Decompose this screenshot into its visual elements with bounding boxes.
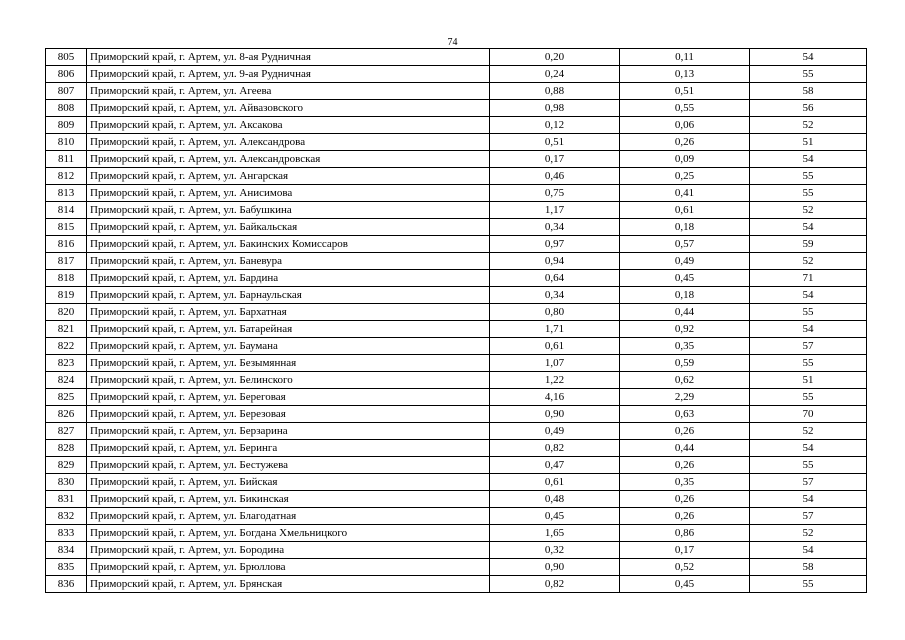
value-1-cell: 1,07 [490,355,620,372]
row-number-cell: 826 [46,406,87,423]
value-2-cell: 0,49 [620,253,750,270]
value-3-cell: 55 [750,576,867,593]
row-number-cell: 836 [46,576,87,593]
value-1-cell: 0,90 [490,406,620,423]
address-cell: Приморский край, г. Артем, ул. Брюллова [87,559,490,576]
row-number-cell: 806 [46,66,87,83]
row-number-cell: 834 [46,542,87,559]
value-1-cell: 0,97 [490,236,620,253]
value-1-cell: 0,75 [490,185,620,202]
table-row [46,372,867,389]
address-cell: Приморский край, г. Артем, ул. Батарейная [87,321,490,338]
value-3-cell: 54 [750,287,867,304]
value-2-cell: 0,41 [620,185,750,202]
row-number-cell: 827 [46,423,87,440]
table-row [46,406,867,423]
value-1-cell: 0,48 [490,491,620,508]
value-2-cell: 0,57 [620,236,750,253]
value-3-cell: 54 [750,491,867,508]
address-cell: Приморский край, г. Артем, ул. Барнаульская [87,287,490,304]
value-1-cell: 0,49 [490,423,620,440]
address-cell: Приморский край, г. Артем, ул. Белинского [87,372,490,389]
value-3-cell: 55 [750,66,867,83]
value-1-cell: 0,47 [490,457,620,474]
value-3-cell: 55 [750,457,867,474]
table-row [46,525,867,542]
value-2-cell: 0,51 [620,83,750,100]
row-number-cell: 811 [46,151,87,168]
value-1-cell: 0,80 [490,304,620,321]
value-2-cell: 0,18 [620,287,750,304]
value-1-cell: 0,34 [490,287,620,304]
row-number-cell: 808 [46,100,87,117]
value-1-cell: 0,64 [490,270,620,287]
table-row [46,168,867,185]
table-row [46,185,867,202]
row-number-cell: 817 [46,253,87,270]
row-number-cell: 815 [46,219,87,236]
value-3-cell: 51 [750,134,867,151]
value-1-cell: 1,22 [490,372,620,389]
value-2-cell: 0,52 [620,559,750,576]
value-2-cell: 0,11 [620,49,750,66]
row-number-cell: 825 [46,389,87,406]
value-3-cell: 52 [750,117,867,134]
value-3-cell: 54 [750,151,867,168]
table-row [46,151,867,168]
value-2-cell: 0,26 [620,423,750,440]
value-3-cell: 58 [750,83,867,100]
value-3-cell: 57 [750,474,867,491]
table-row [46,457,867,474]
table-row [46,389,867,406]
value-2-cell: 0,18 [620,219,750,236]
value-2-cell: 0,45 [620,576,750,593]
row-number-cell: 805 [46,49,87,66]
address-cell: Приморский край, г. Артем, ул. Байкальская [87,219,490,236]
address-cell: Приморский край, г. Артем, ул. Айвазовского [87,100,490,117]
value-2-cell: 0,35 [620,338,750,355]
row-number-cell: 832 [46,508,87,525]
row-number-cell: 810 [46,134,87,151]
address-cell: Приморский край, г. Артем, ул. Богдана Хмельницкого [87,525,490,542]
value-2-cell: 0,09 [620,151,750,168]
table-body [46,49,867,593]
value-3-cell: 57 [750,508,867,525]
address-cell: Приморский край, г. Артем, ул. Бестужева [87,457,490,474]
value-3-cell: 55 [750,168,867,185]
value-1-cell: 0,17 [490,151,620,168]
row-number-cell: 812 [46,168,87,185]
row-number-cell: 813 [46,185,87,202]
value-2-cell: 0,25 [620,168,750,185]
table-row [46,508,867,525]
value-3-cell: 58 [750,559,867,576]
row-number-cell: 821 [46,321,87,338]
value-2-cell: 0,26 [620,508,750,525]
table-row [46,287,867,304]
value-2-cell: 0,45 [620,270,750,287]
row-number-cell: 819 [46,287,87,304]
row-number-cell: 822 [46,338,87,355]
table-row [46,219,867,236]
address-cell: Приморский край, г. Артем, ул. Беринга [87,440,490,457]
address-cell: Приморский край, г. Артем, ул. Баневура [87,253,490,270]
value-2-cell: 0,86 [620,525,750,542]
address-cell: Приморский край, г. Артем, ул. Александрова [87,134,490,151]
table-row [46,338,867,355]
value-3-cell: 55 [750,304,867,321]
table-row [46,491,867,508]
value-3-cell: 52 [750,202,867,219]
value-1-cell: 0,82 [490,576,620,593]
value-2-cell: 0,55 [620,100,750,117]
table-row [46,202,867,219]
table-row [46,100,867,117]
value-1-cell: 0,94 [490,253,620,270]
value-2-cell: 0,17 [620,542,750,559]
address-cell: Приморский край, г. Артем, ул. 9-ая Рудничная [87,66,490,83]
value-1-cell: 0,90 [490,559,620,576]
value-3-cell: 55 [750,389,867,406]
value-2-cell: 0,59 [620,355,750,372]
table-row [46,355,867,372]
address-cell: Приморский край, г. Артем, ул. Бакинских Комиссаров [87,236,490,253]
row-number-cell: 828 [46,440,87,457]
table-row [46,66,867,83]
row-number-cell: 835 [46,559,87,576]
value-2-cell: 0,13 [620,66,750,83]
value-2-cell: 0,26 [620,491,750,508]
value-3-cell: 52 [750,253,867,270]
row-number-cell: 833 [46,525,87,542]
address-cell: Приморский край, г. Артем, ул. Бикинская [87,491,490,508]
value-3-cell: 52 [750,423,867,440]
value-1-cell: 0,12 [490,117,620,134]
address-cell: Приморский край, г. Артем, ул. Бородина [87,542,490,559]
value-2-cell: 0,62 [620,372,750,389]
value-3-cell: 55 [750,185,867,202]
row-number-cell: 809 [46,117,87,134]
table-row [46,474,867,491]
value-2-cell: 0,06 [620,117,750,134]
address-cell: Приморский край, г. Артем, ул. Береговая [87,389,490,406]
row-number-cell: 831 [46,491,87,508]
table-row [46,236,867,253]
value-1-cell: 0,51 [490,134,620,151]
value-1-cell: 0,61 [490,338,620,355]
value-2-cell: 0,61 [620,202,750,219]
value-3-cell: 54 [750,219,867,236]
address-cell: Приморский край, г. Артем, ул. Александровская [87,151,490,168]
value-3-cell: 70 [750,406,867,423]
table-row [46,542,867,559]
table-row [46,321,867,338]
address-cell: Приморский край, г. Артем, ул. Бийская [87,474,490,491]
table-row [46,559,867,576]
address-cell: Приморский край, г. Артем, ул. Баумана [87,338,490,355]
address-cell: Приморский край, г. Артем, ул. Ангарская [87,168,490,185]
value-1-cell: 1,71 [490,321,620,338]
table-row [46,83,867,100]
row-number-cell: 814 [46,202,87,219]
row-number-cell: 818 [46,270,87,287]
address-cell: Приморский край, г. Артем, ул. Березовая [87,406,490,423]
address-cell: Приморский край, г. Артем, ул. Аксакова [87,117,490,134]
row-number-cell: 824 [46,372,87,389]
value-2-cell: 2,29 [620,389,750,406]
address-cell: Приморский край, г. Артем, ул. Благодатная [87,508,490,525]
table-row [46,304,867,321]
data-table [45,48,867,593]
value-3-cell: 54 [750,440,867,457]
value-3-cell: 56 [750,100,867,117]
value-3-cell: 71 [750,270,867,287]
value-1-cell: 0,20 [490,49,620,66]
address-cell: Приморский край, г. Артем, ул. Брянская [87,576,490,593]
value-3-cell: 55 [750,355,867,372]
table-row [46,270,867,287]
value-1-cell: 1,65 [490,525,620,542]
value-1-cell: 1,17 [490,202,620,219]
value-2-cell: 0,44 [620,304,750,321]
table-row [46,117,867,134]
value-3-cell: 54 [750,321,867,338]
value-2-cell: 0,63 [620,406,750,423]
address-cell: Приморский край, г. Артем, ул. Анисимова [87,185,490,202]
value-1-cell: 0,34 [490,219,620,236]
address-cell: Приморский край, г. Артем, ул. Бардина [87,270,490,287]
page-number: 74 [447,37,458,48]
value-1-cell: 0,32 [490,542,620,559]
value-2-cell: 0,26 [620,457,750,474]
value-3-cell: 54 [750,49,867,66]
value-3-cell: 57 [750,338,867,355]
address-cell: Приморский край, г. Артем, ул. Безымянная [87,355,490,372]
row-number-cell: 823 [46,355,87,372]
value-1-cell: 0,45 [490,508,620,525]
row-number-cell: 816 [46,236,87,253]
value-3-cell: 52 [750,525,867,542]
table-row [46,576,867,593]
table-row [46,253,867,270]
table-row [46,49,867,66]
address-cell: Приморский край, г. Артем, ул. 8-ая Рудничная [87,49,490,66]
value-1-cell: 0,88 [490,83,620,100]
value-3-cell: 51 [750,372,867,389]
table-row [46,134,867,151]
value-1-cell: 0,82 [490,440,620,457]
table-row [46,440,867,457]
table-row [46,423,867,440]
row-number-cell: 820 [46,304,87,321]
value-3-cell: 59 [750,236,867,253]
value-2-cell: 0,26 [620,134,750,151]
value-1-cell: 4,16 [490,389,620,406]
value-2-cell: 0,92 [620,321,750,338]
value-1-cell: 0,98 [490,100,620,117]
address-cell: Приморский край, г. Артем, ул. Бабушкина [87,202,490,219]
address-cell: Приморский край, г. Артем, ул. Агеева [87,83,490,100]
value-1-cell: 0,61 [490,474,620,491]
address-cell: Приморский край, г. Артем, ул. Берзарина [87,423,490,440]
row-number-cell: 807 [46,83,87,100]
row-number-cell: 829 [46,457,87,474]
row-number-cell: 830 [46,474,87,491]
value-2-cell: 0,44 [620,440,750,457]
value-1-cell: 0,24 [490,66,620,83]
value-1-cell: 0,46 [490,168,620,185]
address-cell: Приморский край, г. Артем, ул. Бархатная [87,304,490,321]
value-2-cell: 0,35 [620,474,750,491]
value-3-cell: 54 [750,542,867,559]
